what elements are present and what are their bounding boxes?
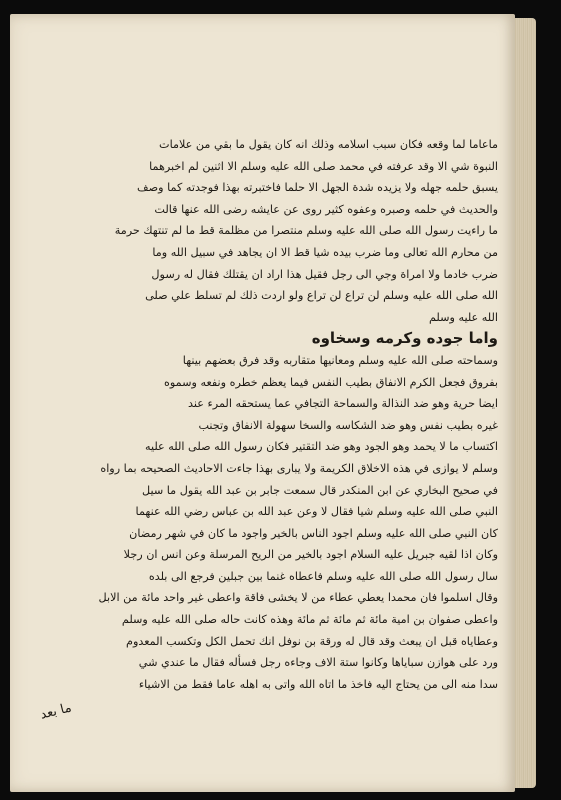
text-line: ماعاما لما وقعه فكان سبب اسلامه وذلك انه كان يقول ما بقي من علامات (159, 138, 498, 151)
text-line: اكتساب ما لا يحمد وهو الجود وهو ضد التقتير فكان رسول الله صلى الله عليه (144, 440, 498, 454)
text-line: من محارم الله تعالى وما ضرب بيده شيا قط الا ان يجاهد في سبيل الله وما (152, 245, 498, 259)
catchword: ما بعد (38, 700, 74, 723)
text-line: وسلم لا يوازى في هذه الاخلاق الكريمة ولا يبارى بهذا جاءت الاحاديث الصحيحه بما رواه (100, 461, 498, 475)
section-heading: واما جوده وكرمه وسخاوه (311, 329, 498, 348)
text-line: ما راءيت رسول الله صلى الله عليه وسلم منتصرا من مظلمة قط ما لم تنتهك حرمة (114, 224, 498, 238)
text-line: ورد على هوازن سباياها وكانوا ستة الاف وجاءه رجل فسأله فقال ما عندي شي (138, 656, 498, 670)
text-line: سدا منه الى من يحتاج اليه فاخذ ما اتاه الله واتى به اهله عاما فقط من الاشياء (138, 677, 498, 691)
text-line: النبوة شي الا وقد عرفته في محمد صلى الله عليه وسلم الا اثنين لم اخبرهما (149, 159, 498, 173)
manuscript-page (10, 14, 515, 792)
text-line: كان النبي صلى الله عليه وسلم اجود الناس بالخير واجود ما كان في شهر رمضان (129, 526, 498, 540)
text-line: وعطاياه قبل ان يبعث وقد قال له ورقة بن نوفل انك تحمل الكل وتكسب المعدوم (126, 634, 498, 648)
text-line: وكان اذا لقيه جبريل عليه السلام اجود بالخير من الريح المرسلة وعن انس ان رجلا (123, 548, 498, 562)
text-line: في صحيح البخاري عن ابن المنكدر قال سمعت جابر بن عبد الله يقول ما سيل (141, 483, 498, 497)
text-line: ايضا حرية وهو ضد النذالة والسماحة التجافي عما يستحقه المرء عند (188, 397, 498, 411)
text-line: الله عليه وسلم (428, 310, 498, 324)
text-line: وقال اسلموا فان محمدا يعطي عطاء من لا يخشى فاقة واعطى غير واحد مائة من الابل (98, 591, 498, 605)
text-line: النبي صلى الله عليه وسلم شيا فقال لا وعن عبد الله بن عباس رضي الله عنهما (135, 505, 498, 519)
manuscript-text-block (40, 134, 498, 695)
text-line: سال رسول الله صلى الله عليه وسلم فاعطاه غنما بين جبلين فرجع الى بلده (148, 569, 498, 583)
text-line: ضرب خادما ولا امراة وجي الى رجل فقيل هذا اراد ان يقتلك فقال له رسول (151, 267, 498, 281)
text-line: الله صلى الله عليه وسلم لن تراع لن تراع ولو اردت ذلك لم تسلط علي صلى (145, 289, 498, 303)
text-line: بفروق فجعل الكرم الانفاق بطيب النفس فيما يعظم خطره ونفعه وسموه (164, 375, 498, 389)
text-line: وسماحته صلى الله عليه وسلم ومعانيها متقاربه وقد فرق بعضهم بينها (182, 353, 498, 367)
text-line: يسبق حلمه جهله ولا يزيده شدة الجهل الا حلما فاختبرته بهذا فوجدته كما وصف (137, 181, 498, 195)
text-line: غيره بطيب نفس وهو ضد الشكاسه والسخا سهولة الانفاق وتجنب (198, 418, 498, 432)
text-line: والحديث في حلمه وصبره وعفوه كثير روى عن عايشه رضى الله عنها قالت (154, 202, 498, 216)
text-line: واعطى صفوان بن امية مائة ثم مائة ثم مائة وهذه كانت حاله صلى الله عليه وسلم (121, 613, 498, 627)
